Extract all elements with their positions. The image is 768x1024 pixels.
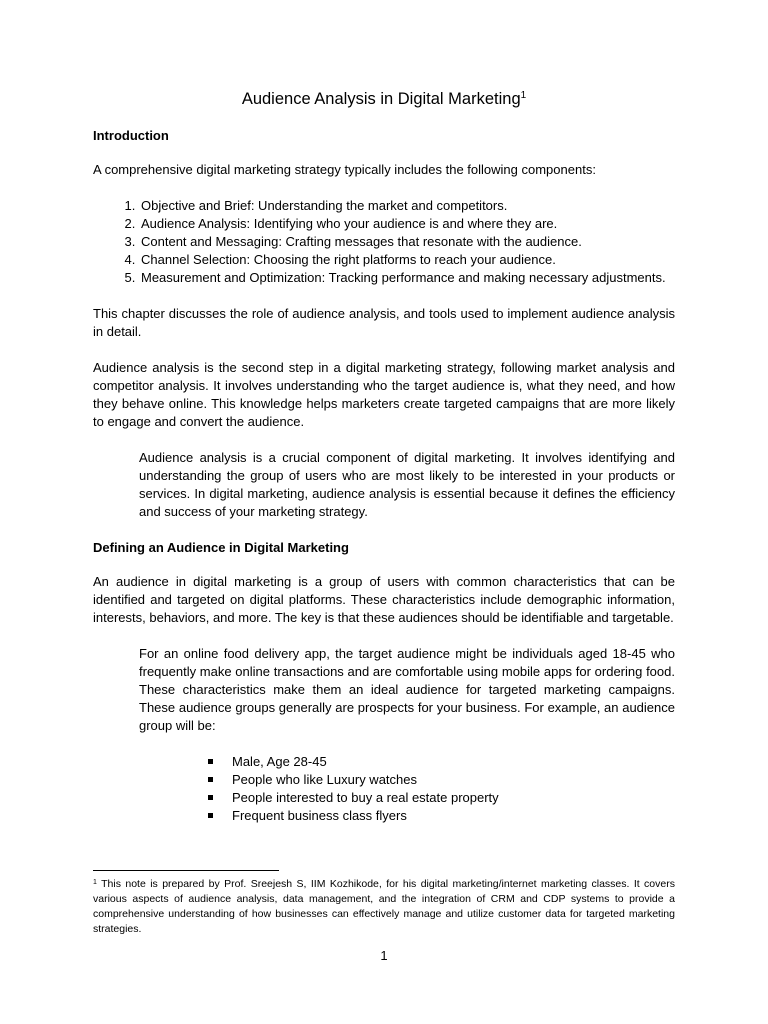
square-bullet-icon xyxy=(208,795,213,800)
square-bullet-icon xyxy=(208,813,213,818)
list-item: 3. Content and Messaging: Crafting messages that resonate with the audience. xyxy=(139,233,675,251)
list-item: 5. Measurement and Optimization: Tracking performance and making necessary adjustments. xyxy=(139,269,675,287)
list-item-text: Frequent business class flyers xyxy=(232,808,407,823)
footnote-separator xyxy=(93,870,279,871)
footnote-text: This note is prepared by Prof. Sreejesh S, IIM Kozhikode, for his digital marketing/internet marketing classes. It covers various aspects of audience analysis, data management, and the integration of CRM and CDP systems to provide a comprehensive understanding of how businesses can effectively manage and utilize customer data for targeted marketing strategies. xyxy=(93,878,675,935)
list-item xyxy=(208,789,675,807)
section-heading-defining-audience: Defining an Audience in Digital Marketing xyxy=(93,540,349,555)
definition-paragraph: An audience in digital marketing is a group of users with common characteristics that can be identified and targeted on digital platforms. These characteristics include demographic information, interests, behaviors, and more. The key is that these audiences should be identifiable and targetable. xyxy=(93,574,675,625)
list-item: 4. Channel Selection: Choosing the right platforms to reach your audience. xyxy=(139,251,675,269)
square-bullet-icon xyxy=(208,777,213,782)
audience-examples-list xyxy=(93,753,675,825)
document-title xyxy=(93,88,675,110)
quote-paragraph: Audience analysis is a crucial component of digital marketing. It involves identifying and understanding the group of users who are most likely to be interested in your products or services. In digital marketing, audience analysis is essential because it defines the efficiency and success of your marketing strategy. xyxy=(139,450,675,519)
page-number: 1 xyxy=(380,948,388,963)
second-step-paragraph: Audience analysis is the second step in a digital marketing strategy, following market analysis and competitor analysis. It involves understanding who the target audience is, what they need, and how they behave online. This knowledge helps marketers create targeted campaigns that are more likely to engage and convert the audience. xyxy=(93,360,675,429)
footnote xyxy=(93,877,675,937)
list-item: 1. Objective and Brief: Understanding the market and competitors. xyxy=(139,197,675,215)
title-footnote-mark[interactable]: 1 xyxy=(520,90,527,101)
footnote-mark: 1 xyxy=(93,879,97,886)
example-paragraph: For an online food delivery app, the target audience might be individuals aged 18-45 who frequently make online transactions and are comfortable using mobile apps for ordering food. These characteristics make them an ideal audience for targeted marketing campaigns. These audience groups generally are prospects for your business. For example, an audience group will be: xyxy=(139,646,675,733)
intro-paragraph: A comprehensive digital marketing strategy typically includes the following components: xyxy=(93,162,596,177)
title-text: Audience Analysis in Digital Marketing xyxy=(241,90,521,108)
list-item-text: People who like Luxury watches xyxy=(232,772,417,787)
list-item-text: People interested to buy a real estate property xyxy=(232,790,499,805)
list-item xyxy=(208,807,675,825)
list-item xyxy=(208,771,675,789)
chapter-paragraph: This chapter discusses the role of audience analysis, and tools used to implement audience analysis in detail. xyxy=(93,306,675,339)
components-list xyxy=(93,197,675,287)
square-bullet-icon xyxy=(208,759,213,764)
list-item-text: Male, Age 28-45 xyxy=(232,754,327,769)
section-heading-introduction: Introduction xyxy=(93,128,169,143)
list-item xyxy=(208,753,675,771)
list-item: 2. Audience Analysis: Identifying who your audience is and where they are. xyxy=(139,215,675,233)
